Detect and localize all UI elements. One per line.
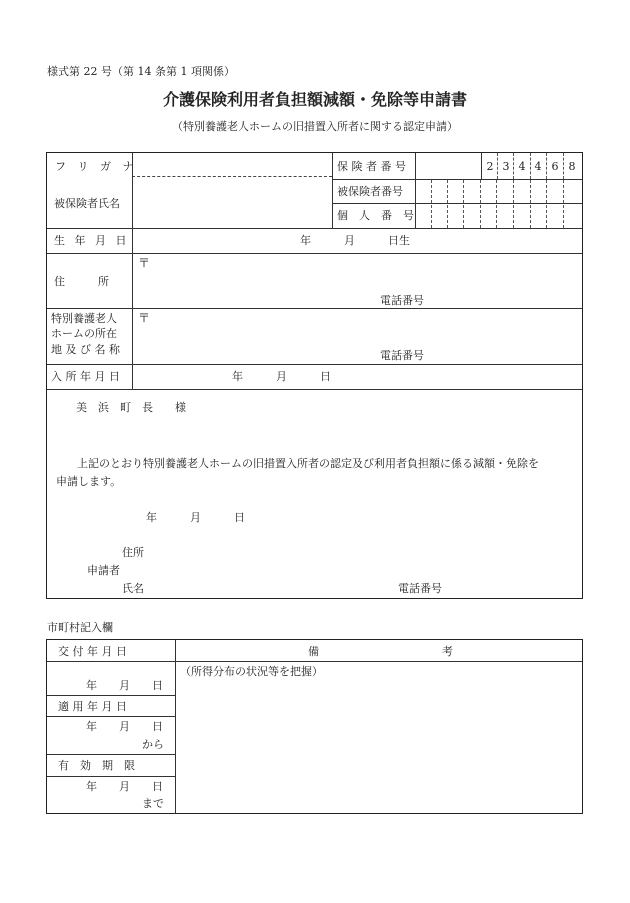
admission-date-label: 入 所 年 月 日	[51, 370, 120, 383]
until-label: まで	[142, 797, 164, 810]
declaration-text: 上記のとおり特別養護老人ホームの旧措置入所者の認定及び利用者負担額に係る減額・免除を	[77, 457, 539, 470]
issue-date-label: 交 付 年 月 日	[58, 645, 127, 658]
facility-phone-label: 電話番号	[380, 349, 424, 362]
insurer-digit: 4	[518, 160, 526, 173]
apply-date-label: 適 用 年 月 日	[58, 700, 127, 713]
addressee: 美 浜 町 長 様	[76, 401, 186, 414]
furigana-field[interactable]	[134, 154, 330, 175]
insurer-digit: 4	[534, 160, 542, 173]
applicant-address-label: 住所	[122, 546, 144, 559]
facility-label: 特別養護老人	[51, 312, 117, 325]
page-title: 介護保険利用者負担額減額・免除等申請書	[162, 90, 467, 109]
postal-mark: 〒	[138, 256, 151, 270]
insurer-digit: 6	[551, 160, 559, 173]
address-label: 住 所	[54, 275, 109, 288]
issue-date-value: 年 月 日	[86, 679, 163, 692]
furigana-label: フ リ ガ ナ	[55, 160, 138, 173]
applicant-label: 申請者	[87, 564, 120, 577]
birth-date-label: 生 年 月 日	[54, 234, 130, 247]
apply-date-value: 年 月 日	[86, 720, 163, 733]
declaration-text: 申請します。	[56, 475, 122, 488]
remarks-field[interactable]	[177, 663, 581, 812]
facility-field[interactable]	[134, 310, 580, 363]
facility-label: ホームの所在	[51, 327, 117, 340]
applicant-name-label: 氏名	[122, 582, 144, 595]
from-label: から	[142, 738, 164, 751]
insurer-digit: 3	[502, 160, 510, 173]
municipal-section-label: 市町村記入欄	[47, 621, 113, 634]
postal-mark: 〒	[138, 311, 151, 325]
insured-name-label: 被保険者氏名	[54, 197, 120, 210]
admission-date-value[interactable]: 年 月 日	[232, 370, 331, 383]
birth-date-value[interactable]: 年 月 日生	[300, 234, 410, 247]
insurer-digit: 8	[568, 160, 576, 173]
application-date[interactable]: 年 月 日	[146, 511, 245, 524]
insured-number-label: 被保険者番号	[337, 185, 403, 198]
personal-number-label: 個 人 番 号	[337, 209, 414, 222]
address-phone-label: 電話番号	[380, 294, 424, 307]
personal-number-field[interactable]	[416, 204, 581, 227]
insured-name-field[interactable]	[134, 178, 330, 227]
insurer-number-label: 保 険 者 番 号	[337, 160, 406, 173]
remarks-note: （所得分布の状況等を把握）	[180, 665, 323, 678]
validity-label: 有 効 期 限	[58, 759, 135, 772]
insured-number-field[interactable]	[416, 180, 581, 202]
insurer-digit: 2	[486, 160, 494, 173]
address-field[interactable]	[134, 255, 580, 307]
facility-label: 地 及 び 名 称	[51, 343, 120, 356]
validity-value: 年 月 日	[86, 780, 163, 793]
remarks-label: 考	[442, 645, 453, 658]
remarks-label: 備	[308, 645, 319, 658]
applicant-phone-label: 電話番号	[398, 582, 442, 595]
form-reference: 様式第 22 号（第 14 条第 1 項関係）	[47, 65, 235, 78]
page-subtitle: （特別養護老人ホームの旧措置入所者に関する認定申請）	[172, 120, 458, 133]
